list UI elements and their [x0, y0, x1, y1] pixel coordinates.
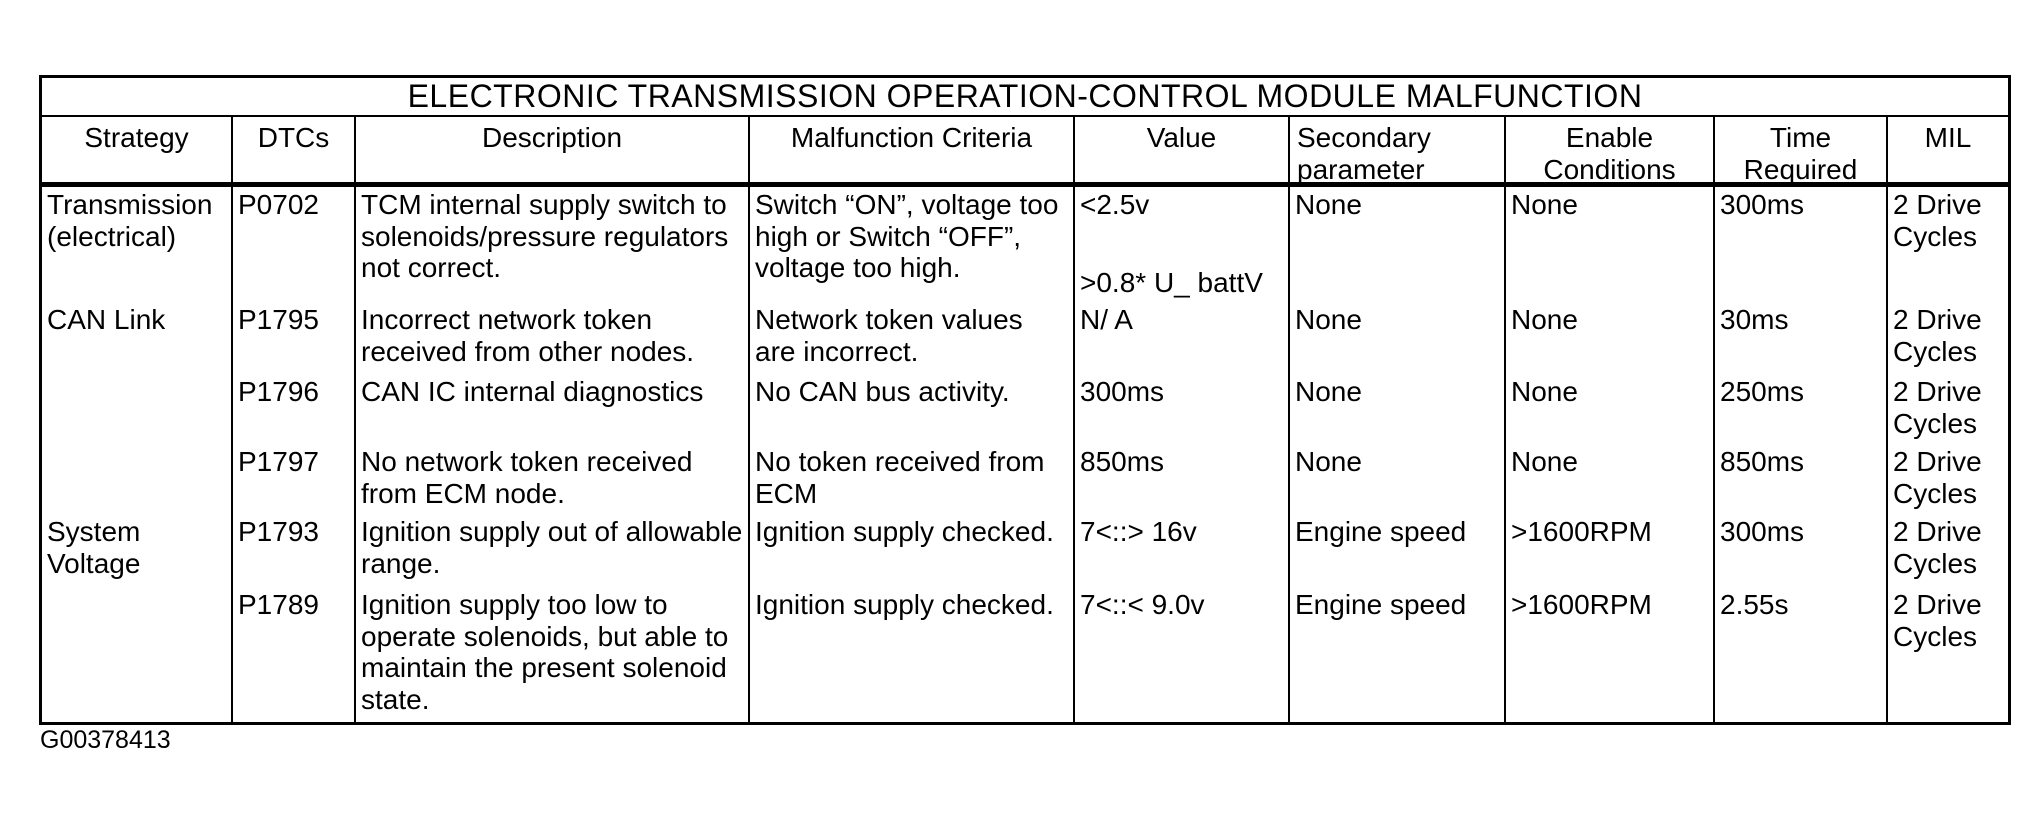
cell-dtc: P1796 — [233, 374, 356, 444]
cell-time: 2.55s — [1715, 587, 1888, 722]
cell-enable: >1600RPM — [1506, 587, 1715, 722]
cell-criteria: Ignition supply checked. — [750, 587, 1075, 722]
cell-criteria: No token received from ECM — [750, 444, 1075, 514]
cell-value — [1075, 187, 1290, 302]
cell-criteria: Ignition supply checked. — [750, 514, 1075, 587]
cell-enable: None — [1506, 187, 1715, 302]
cell-time: 30ms — [1715, 302, 1888, 374]
cell-dtc: P1797 — [233, 444, 356, 514]
column-header-strategy: Strategy — [42, 117, 233, 182]
cell-description: No network token received from ECM node. — [356, 444, 750, 514]
table-row — [42, 374, 2008, 444]
cell-dtc: P0702 — [233, 187, 356, 302]
cell-strategy: System Voltage — [42, 514, 233, 587]
cell-description: Incorrect network token received from other nodes. — [356, 302, 750, 374]
cell-value: 7<::> 16v — [1075, 514, 1290, 587]
cell-enable: None — [1506, 444, 1715, 514]
column-header-secondary-parameter: Secondary parameter — [1290, 117, 1506, 182]
cell-criteria: No CAN bus activity. — [750, 374, 1075, 444]
cell-value-line2: >0.8* U_ battV — [1080, 266, 1263, 298]
cell-mil: 2 Drive Cycles — [1893, 304, 1982, 367]
column-header-enable-conditions: Enable Conditions — [1506, 117, 1715, 182]
table-row — [42, 187, 2008, 302]
cell-description: Ignition supply too low to operate solenoids, but able to maintain the present solenoid state. — [356, 587, 750, 722]
table-row — [42, 302, 2008, 374]
column-header-dtcs: DTCs — [233, 117, 356, 182]
column-header-value: Value — [1075, 117, 1290, 182]
cell-time: 250ms — [1715, 374, 1888, 444]
cell-secondary: Engine speed — [1290, 514, 1506, 587]
cell-value: 300ms — [1075, 374, 1290, 444]
cell-secondary: None — [1290, 302, 1506, 374]
cell-value-line1: <2.5v — [1080, 189, 1150, 220]
column-header-time-required: Time Required — [1715, 117, 1888, 182]
cell-value: 7<::< 9.0v — [1075, 587, 1290, 722]
cell-dtc: P1795 — [233, 302, 356, 374]
cell-mil: 2 Drive Cycles — [1893, 589, 1982, 652]
cell-mil: 2 Drive Cycles — [1893, 446, 1982, 509]
cell-secondary: None — [1290, 187, 1506, 302]
cell-time: 300ms — [1715, 187, 1888, 302]
cell-mil: 2 Drive Cycles — [1893, 516, 1982, 579]
cell-enable: >1600RPM — [1506, 514, 1715, 587]
cell-secondary: Engine speed — [1290, 587, 1506, 722]
column-header-malfunction-criteria: Malfunction Criteria — [750, 117, 1075, 182]
cell-mil: 2 Drive Cycles — [1893, 376, 1982, 439]
cell-description: TCM internal supply switch to solenoids/pressure regulators not correct. — [356, 187, 750, 302]
cell-enable: None — [1506, 302, 1715, 374]
figure-id-label: G00378413 — [40, 726, 171, 754]
cell-criteria: Switch “ON”, voltage too high or Switch “OFF”, voltage too high. — [750, 187, 1075, 302]
cell-description: Ignition supply out of allowable range. — [356, 514, 750, 587]
column-header-description: Description — [356, 117, 750, 182]
cell-strategy: CAN Link — [42, 302, 233, 374]
column-header-mil: MIL — [1924, 122, 1972, 153]
table-header-row — [42, 117, 2008, 187]
cell-dtc: P1793 — [233, 514, 356, 587]
cell-secondary: None — [1290, 374, 1506, 444]
cell-strategy — [42, 374, 233, 444]
cell-description: CAN IC internal diagnostics — [356, 374, 750, 444]
cell-value: N/ A — [1075, 302, 1290, 374]
cell-strategy — [42, 444, 233, 514]
table-row — [42, 444, 2008, 514]
cell-criteria: Network token values are incorrect. — [750, 302, 1075, 374]
dtc-table — [39, 75, 2011, 725]
cell-strategy — [42, 587, 233, 722]
table-row — [42, 514, 2008, 587]
cell-value: 850ms — [1075, 444, 1290, 514]
cell-dtc: P1789 — [233, 587, 356, 722]
cell-mil: 2 Drive Cycles — [1893, 189, 1982, 252]
cell-time: 300ms — [1715, 514, 1888, 587]
cell-enable: None — [1506, 374, 1715, 444]
cell-strategy: Transmission (electrical) — [42, 187, 233, 302]
cell-time: 850ms — [1715, 444, 1888, 514]
cell-secondary: None — [1290, 444, 1506, 514]
table-row — [42, 587, 2008, 722]
table-title: ELECTRONIC TRANSMISSION OPERATION-CONTROL MODULE MALFUNCTION — [42, 78, 2008, 117]
